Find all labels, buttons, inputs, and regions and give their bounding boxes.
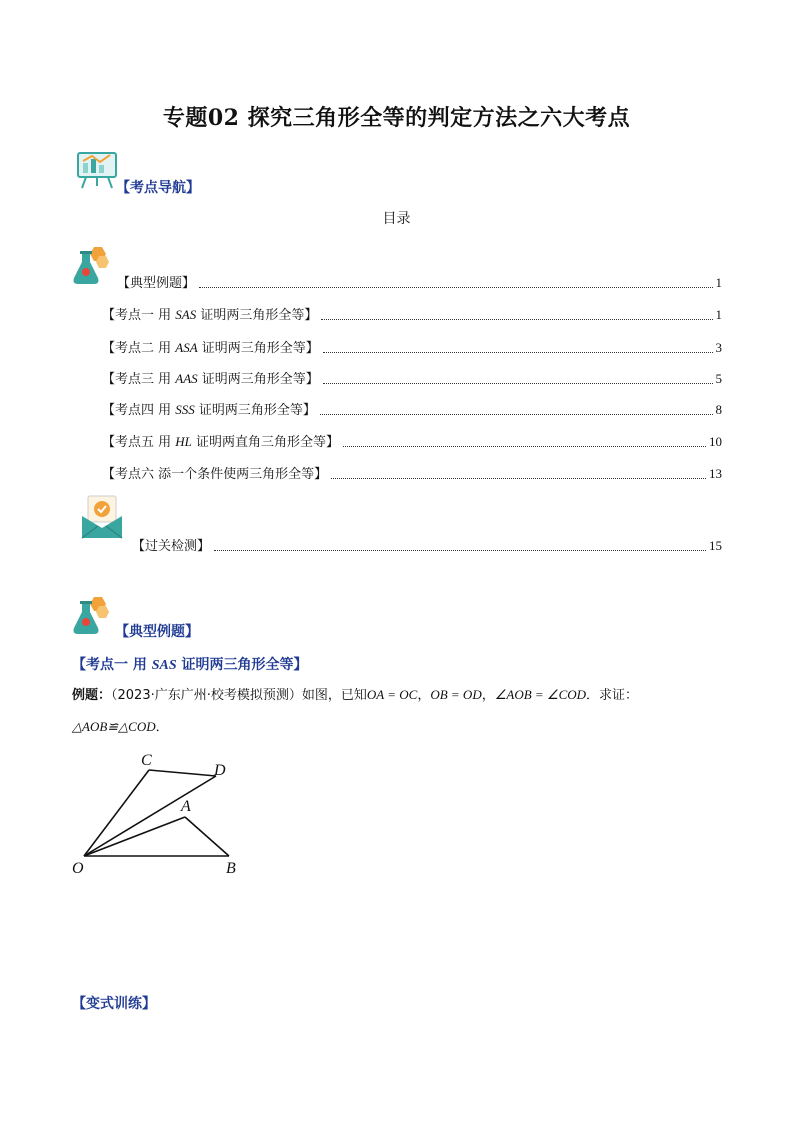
toc-leader xyxy=(323,382,713,384)
example-label: 例题： xyxy=(72,688,112,703)
toc-label: 【过关检测】 xyxy=(132,539,211,554)
toc-item-kaodian-3[interactable] xyxy=(102,368,722,388)
condition-ob-od: OB = OD xyxy=(430,687,482,702)
flask-icon xyxy=(72,244,112,286)
toc-leader xyxy=(331,477,706,479)
point-label-d: D xyxy=(214,762,226,779)
toc-page-number: 10 xyxy=(709,434,722,449)
toc-label: 【典型例题】 xyxy=(117,276,196,291)
point-label-o: O xyxy=(72,860,84,877)
example-source: （2023·广东广州·校考模拟预测）如图，已知 xyxy=(111,688,367,703)
point-label-b: B xyxy=(226,860,236,877)
toc-page-number: 1 xyxy=(715,275,722,290)
toc-leader xyxy=(320,413,713,415)
toc-item-kaodian-2[interactable] xyxy=(102,337,722,357)
toc-page-number: 3 xyxy=(715,340,722,355)
condition-oa-oc: OA = OC xyxy=(366,687,418,702)
toc-leader xyxy=(343,445,706,447)
segment-od xyxy=(84,776,216,856)
example-conclusion: △AOB≌△COD． xyxy=(72,719,169,735)
toc-page-number: 8 xyxy=(715,402,722,417)
toc-label: 【考点六 添一个条件使两三角形全等】 xyxy=(102,467,328,482)
toc-page-number: 13 xyxy=(709,466,722,481)
toc-page-number: 5 xyxy=(715,371,722,386)
nav-header: 【考点导航】 xyxy=(116,180,200,196)
toc-label: 【考点五 用 HL 证明两直角三角形全等】 xyxy=(102,434,340,450)
toc-leader xyxy=(199,286,712,288)
toc-item-final-test[interactable] xyxy=(132,535,722,555)
flask-icon xyxy=(72,594,112,636)
page-title: 专题02 探究三角形全等的判定方法之六大考点 xyxy=(162,105,631,131)
toc-label: 【考点一 用 SAS 证明两三角形全等】 xyxy=(102,307,318,323)
variant-training-header: 【变式训练】 xyxy=(72,996,156,1012)
toc-leader xyxy=(321,318,712,320)
toc-title: 目录 xyxy=(382,211,411,227)
toc-leader xyxy=(214,549,706,551)
congruence-statement: △AOB≌△COD xyxy=(72,719,156,734)
toc-page-number: 15 xyxy=(709,538,722,553)
kaodian-1-header: 【考点一 用 SAS 证明两三角形全等】 xyxy=(72,657,308,673)
toc-item-kaodian-1[interactable] xyxy=(102,304,722,324)
segment-ab xyxy=(185,817,229,856)
point-label-a: A xyxy=(181,798,191,815)
toc-label: 【考点二 用 ASA 证明两三角形全等】 xyxy=(102,340,319,356)
point-label-c: C xyxy=(141,752,152,769)
toc-label: 【考点四 用 SSS 证明两三角形全等】 xyxy=(102,402,316,418)
toc-item-typical-examples[interactable] xyxy=(117,272,722,292)
toc-page-number: 1 xyxy=(715,307,722,322)
envelope-check-icon xyxy=(80,494,124,540)
toc-leader xyxy=(323,351,713,353)
segment-cd xyxy=(149,770,216,776)
example-question: 例题：（2023·广东广州·校考模拟预测）如图，已知OA = OC，OB = OD，∠AOB = ∠COD．求证： xyxy=(72,687,639,703)
toc-label: 【考点三 用 AAS 证明两三角形全等】 xyxy=(102,371,319,387)
toc-item-kaodian-4[interactable] xyxy=(102,399,722,419)
geometry-figure xyxy=(68,750,268,882)
toc-item-kaodian-5[interactable] xyxy=(102,431,722,451)
section-header-typical-examples: 【典型例题】 xyxy=(115,624,199,640)
toc-item-kaodian-6[interactable] xyxy=(102,463,722,483)
presentation-board-icon xyxy=(74,150,120,190)
condition-angle: ∠AOB = ∠COD xyxy=(494,687,587,702)
